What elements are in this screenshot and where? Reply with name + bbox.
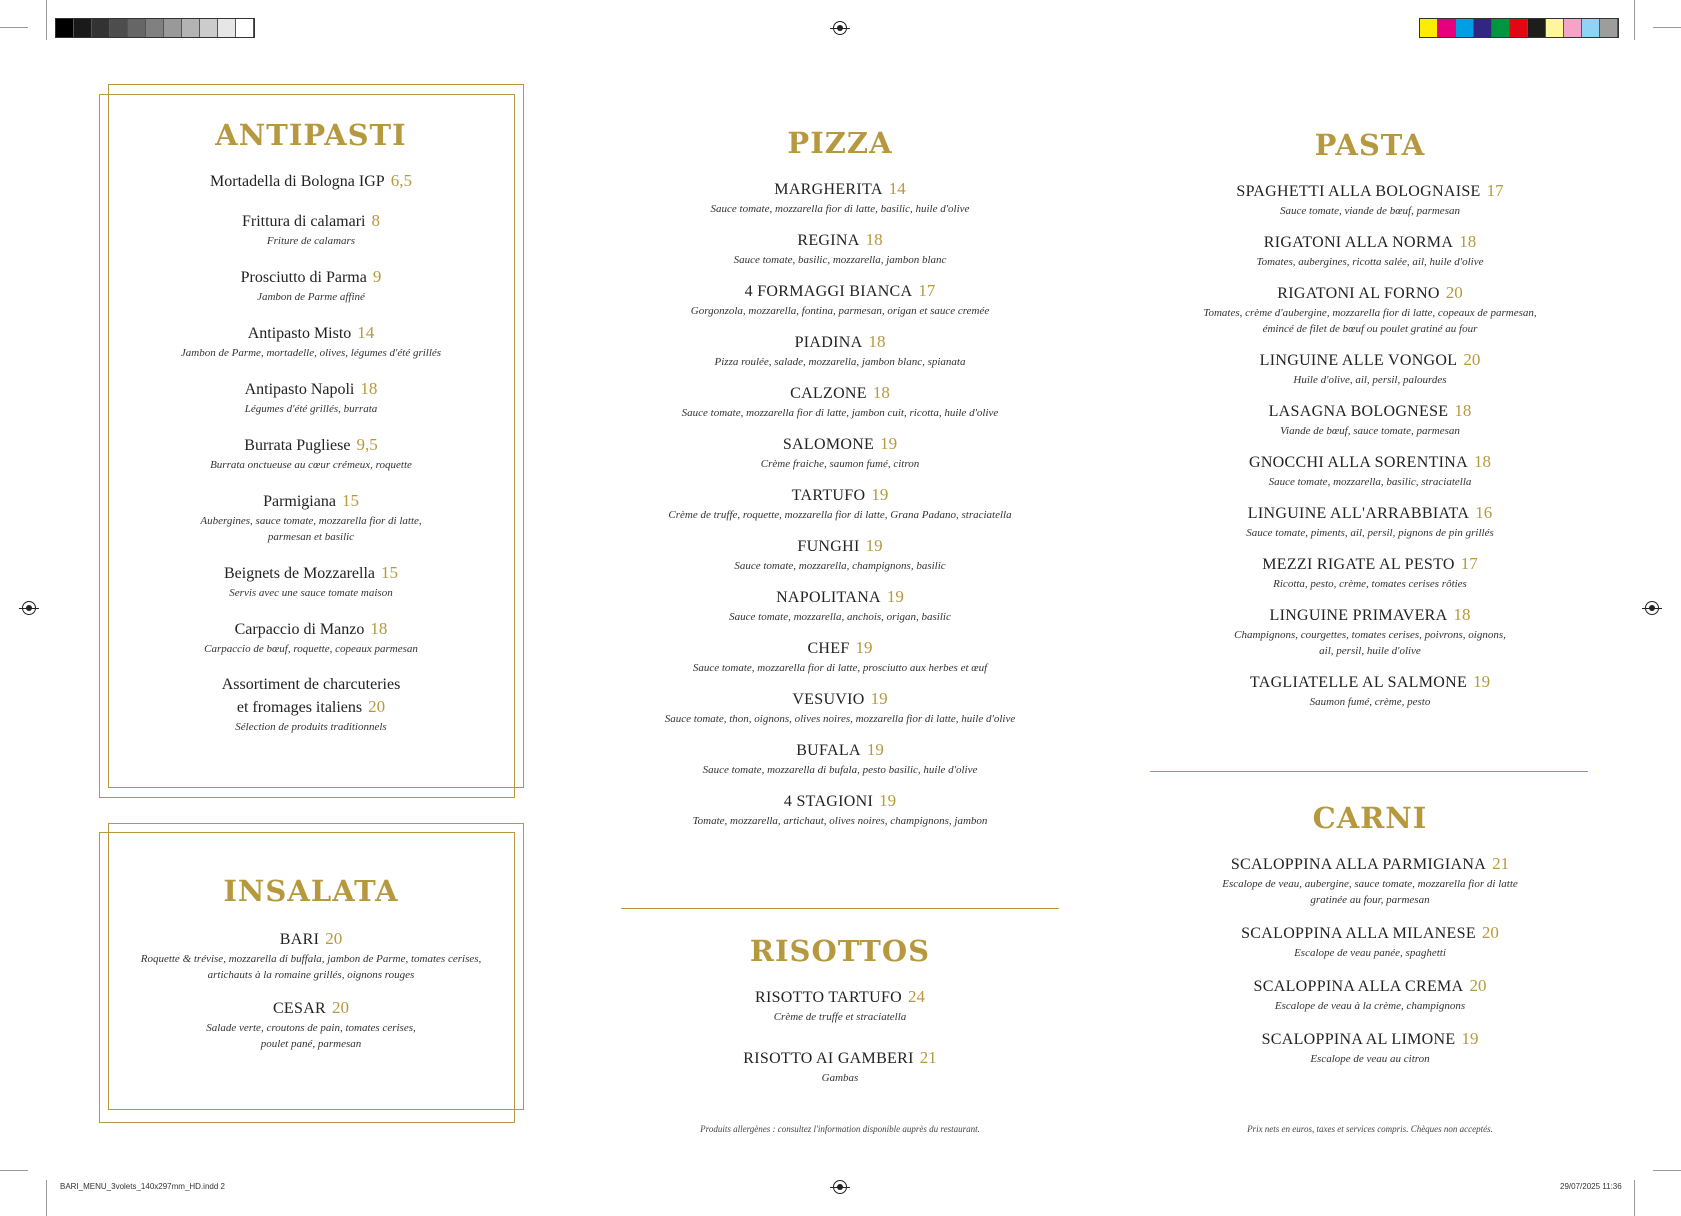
menu-item-description-line2: poulet pané, parmesan [260, 1038, 362, 1050]
menu-item-name: LASAGNA BOLOGNESE [1268, 403, 1449, 420]
menu-item [1150, 1028, 1590, 1067]
menu-item-heading [620, 739, 1060, 762]
pasta-title: PASTA [1314, 128, 1426, 162]
menu-item-price: 17 [918, 281, 936, 300]
menu-item-description: Jambon de Parme affiné [257, 291, 365, 303]
menu-item-heading [620, 535, 1060, 558]
pasta-list [1150, 180, 1590, 710]
menu-item-description: Gorgonzola, mozzarella, fontina, parmesan, origan et sauce cremée [690, 305, 990, 317]
menu-item [620, 178, 1060, 217]
risottos-section [620, 934, 1060, 1108]
menu-item-price: 19 [866, 740, 884, 759]
menu-item-price: 14 [888, 179, 906, 198]
color-swatch [1492, 19, 1510, 37]
menu-item-name: Prosciutto di Parma [240, 269, 367, 286]
menu-item-price: 18 [1453, 605, 1471, 624]
menu-item-heading [1150, 451, 1590, 474]
menu-item-heading [1150, 553, 1590, 576]
insalata-section [110, 874, 512, 1066]
menu-item-name: SCALOPPINA ALLA PARMIGIANA [1230, 856, 1487, 873]
menu-item-name: BARI [279, 931, 320, 948]
risottos-title: RISOTTOS [749, 934, 931, 968]
menu-item-heading [1150, 604, 1590, 627]
menu-item-name: REGINA [797, 232, 860, 249]
menu-item-description: Sélection de produits traditionnels [235, 721, 387, 733]
menu-item-name: TAGLIATELLE AL SALMONE [1249, 674, 1468, 691]
menu-item-price: 17 [1486, 181, 1504, 200]
menu-item [620, 382, 1060, 421]
color-swatch [164, 19, 182, 37]
menu-item-heading [110, 674, 512, 719]
menu-item-name: RISOTTO AI GAMBERI [743, 1050, 914, 1067]
menu-item-description: Tomates, aubergines, ricotta salée, ail, huile d'olive [1256, 256, 1484, 268]
price-note: Prix nets en euros, taxes et services compris. Chèques non acceptés. [1247, 1124, 1493, 1134]
menu-item-description: Ricotta, pesto, crème, tomates cerises rôties [1273, 578, 1467, 590]
menu-item [620, 484, 1060, 523]
menu-item-heading [620, 331, 1060, 354]
menu-item-price: 14 [357, 323, 375, 342]
menu-item [1150, 451, 1590, 490]
menu-item-price: 18 [370, 619, 388, 638]
menu-item-price: 15 [381, 563, 399, 582]
menu-item [620, 790, 1060, 829]
menu-item-description: Viande de bœuf, sauce tomate, parmesan [1280, 425, 1460, 437]
menu-item [620, 986, 1060, 1025]
crop-mark [46, 1180, 47, 1216]
crop-mark [1653, 1170, 1681, 1171]
menu-item-description: Jambon de Parme, mortadelle, olives, légumes d'été grillés [180, 347, 442, 359]
menu-item-name: SPAGHETTI ALLA BOLOGNAISE [1236, 183, 1481, 200]
menu-item-heading [110, 434, 512, 457]
menu-item-price: 8 [371, 211, 380, 230]
menu-item [620, 229, 1060, 268]
menu-item-heading [620, 637, 1060, 660]
crop-mark [0, 1170, 28, 1171]
menu-item-description: Champignons, courgettes, tomates cerises, poivrons, oignons, [1234, 629, 1506, 641]
menu-item-heading [1150, 975, 1590, 998]
menu-item-description: Huile d'olive, ail, persil, palourdes [1293, 374, 1447, 386]
menu-item-name: Parmigiana [263, 493, 336, 510]
menu-item [620, 637, 1060, 676]
color-swatch [74, 19, 92, 37]
menu-item-description: Crème de truffe et straciatella [773, 1011, 907, 1023]
menu-item [1150, 400, 1590, 439]
menu-item [110, 490, 512, 545]
menu-item-name: CALZONE [790, 385, 867, 402]
menu-item-price: 18 [360, 379, 378, 398]
menu-item-description: Sauce tomate, thon, oignons, olives noires, mozzarella fior di latte, huile d'olive [664, 713, 1016, 725]
menu-item-name: FUNGHI [797, 538, 860, 555]
menu-item [110, 322, 512, 361]
file-slug: BARI_MENU_3volets_140x297mm_HD.indd 2 [60, 1182, 225, 1191]
menu-item [1150, 671, 1590, 710]
menu-item [1150, 349, 1590, 388]
menu-item-name: MARGHERITA [774, 181, 883, 198]
menu-item [1150, 604, 1590, 659]
menu-item-price: 19 [879, 791, 897, 810]
menu-item-description: Crème de truffe, roquette, mozzarella fior di latte, Grana Padano, straciatella [668, 509, 1012, 521]
menu-item-description: Gambas [821, 1072, 859, 1084]
menu-item-heading [1150, 231, 1590, 254]
menu-item-price: 20 [1469, 976, 1487, 995]
color-swatch [1438, 19, 1456, 37]
menu-item-name: VESUVIO [792, 691, 865, 708]
menu-item [1150, 502, 1590, 541]
pizza-list [620, 178, 1060, 829]
menu-item-name: CESAR [272, 1000, 327, 1017]
menu-item-name: LINGUINE ALLE VONGOL [1259, 352, 1458, 369]
menu-item-heading [1150, 671, 1590, 694]
menu-item-heading [620, 790, 1060, 813]
menu-item-description: Roquette & trévise, mozzarella di buffala, jambon de Parme, tomates cerises, [140, 953, 482, 965]
menu-item-name: Frittura di calamari [241, 213, 366, 230]
menu-item-description: Sauce tomate, viande de bœuf, parmesan [1280, 205, 1460, 217]
menu-item [1150, 282, 1590, 337]
menu-item-heading [1150, 853, 1590, 876]
menu-item-price: 18 [1474, 452, 1492, 471]
menu-item-heading [110, 490, 512, 513]
color-swatch [1420, 19, 1438, 37]
menu-item-description-line2: ail, persil, huile d'olive [1319, 645, 1421, 657]
menu-item-name: 4 STAGIONI [783, 793, 874, 810]
menu-item-heading [110, 618, 512, 641]
menu-item-heading [110, 170, 512, 193]
registration-mark-top [833, 21, 847, 35]
menu-item-heading [1150, 1028, 1590, 1051]
menu-item-heading [110, 210, 512, 233]
menu-item [110, 618, 512, 657]
color-swatch [128, 19, 146, 37]
color-swatch [1510, 19, 1528, 37]
menu-item-price: 20 [368, 697, 386, 716]
menu-item-name: RIGATONI AL FORNO [1277, 285, 1440, 302]
color-swatch [236, 19, 254, 37]
menu-item-price: 19 [886, 587, 904, 606]
menu-item [110, 434, 512, 473]
menu-item-heading [1150, 282, 1590, 305]
color-swatch [200, 19, 218, 37]
menu-item-heading [110, 266, 512, 289]
menu-item-name: Antipasto Misto [247, 325, 352, 342]
menu-item-name-line2: et fromages italiens [236, 699, 363, 716]
menu-item [620, 535, 1060, 574]
menu-item-description: Sauce tomate, mozzarella, champignons, basilic [734, 560, 946, 572]
menu-item-price: 18 [865, 230, 883, 249]
menu-item-price: 20 [1463, 350, 1481, 369]
color-swatch [1546, 19, 1564, 37]
menu-item-description: Sauce tomate, piments, ail, persil, pignons de pin grillés [1246, 527, 1494, 539]
menu-item-description-line2: parmesan et basilic [267, 531, 355, 543]
menu-item-price: 20 [1481, 923, 1499, 942]
insalata-title: INSALATA [223, 874, 399, 908]
color-swatch [1564, 19, 1582, 37]
pasta-section [1150, 128, 1590, 722]
grayscale-strip [55, 18, 255, 38]
menu-item-heading [1150, 180, 1590, 203]
menu-item-description-line2: gratinée au four, parmesan [1310, 894, 1430, 906]
color-swatch [1600, 19, 1618, 37]
menu-item-price: 19 [1461, 1029, 1479, 1048]
menu-item-description: Aubergines, sauce tomate, mozzarella fior di latte, [200, 515, 422, 527]
menu-item-name: SALOMONE [782, 436, 875, 453]
menu-item-name: Burrata Pugliese [244, 437, 351, 454]
menu-item-heading [620, 586, 1060, 609]
menu-item-name: CHEF [807, 640, 850, 657]
menu-item-description: Escalope de veau au citron [1310, 1053, 1430, 1065]
menu-item-price: 9,5 [356, 435, 378, 454]
menu-item [110, 562, 512, 601]
menu-item-heading [620, 484, 1060, 507]
menu-item-description: Saumon fumé, crème, pesto [1309, 696, 1431, 708]
menu-item-heading [620, 178, 1060, 201]
menu-item-heading [620, 433, 1060, 456]
menu-item-price: 19 [1473, 672, 1491, 691]
carni-title: CARNI [1312, 801, 1428, 835]
pasta-carni-divider [1150, 771, 1588, 772]
color-swatch [146, 19, 164, 37]
menu-item-price: 18 [872, 383, 890, 402]
crop-mark [1634, 1180, 1635, 1216]
insalata-list [110, 928, 512, 1052]
menu-item-description: Pizza roulée, salade, mozzarella, jambon blanc, spianata [714, 356, 966, 368]
menu-item-price: 21 [919, 1048, 937, 1067]
menu-item-name: RIGATONI ALLA NORMA [1263, 234, 1454, 251]
menu-item-description: Crème fraiche, saumon fumé, citron [760, 458, 920, 470]
menu-item [1150, 553, 1590, 592]
menu-item-heading [620, 1047, 1060, 1070]
color-swatch [182, 19, 200, 37]
carni-section [1150, 801, 1590, 1081]
menu-item-name: MEZZI RIGATE AL PESTO [1262, 556, 1455, 573]
crop-mark [46, 0, 47, 40]
color-swatch-strip [1419, 18, 1619, 38]
menu-item [1150, 975, 1590, 1014]
antipasti-title: ANTIPASTI [215, 118, 407, 152]
menu-item-description: Sauce tomate, mozzarella, anchois, origan, basilic [729, 611, 951, 623]
menu-item-price: 18 [868, 332, 886, 351]
menu-item-price: 24 [908, 987, 925, 1006]
menu-item-price: 21 [1492, 854, 1510, 873]
menu-item-name: Antipasto Napoli [244, 381, 355, 398]
menu-item-heading [110, 562, 512, 585]
color-swatch [1474, 19, 1492, 37]
menu-item-heading [110, 378, 512, 401]
carni-list [1150, 853, 1590, 1067]
menu-item-name: TARTUFO [791, 487, 866, 504]
menu-item-price: 19 [871, 485, 889, 504]
menu-item-heading [110, 322, 512, 345]
color-swatch [110, 19, 128, 37]
menu-item-name: SCALOPPINA AL LIMONE [1261, 1031, 1456, 1048]
menu-item-heading [1150, 502, 1590, 525]
color-swatch [92, 19, 110, 37]
crop-mark [1653, 27, 1681, 28]
menu-item-description: Escalope de veau, aubergine, sauce tomate, mozzarella fior di latte [1222, 878, 1518, 890]
menu-item-name: LINGUINE ALL'ARRABBIATA [1247, 505, 1470, 522]
menu-item-name: SCALOPPINA ALLA MILANESE [1241, 925, 1476, 942]
crop-mark [0, 27, 28, 28]
registration-mark-bottom [833, 1180, 847, 1194]
menu-item-heading [1150, 349, 1590, 372]
menu-item-name: RISOTTO TARTUFO [754, 989, 902, 1006]
menu-item-price: 20 [1445, 283, 1463, 302]
date-slug: 29/07/2025 11:36 [1560, 1182, 1622, 1191]
antipasti-list [110, 170, 512, 735]
menu-item-description: Salade verte, croutons de pain, tomates cerises, [206, 1022, 416, 1034]
menu-item-heading [1150, 922, 1590, 945]
menu-item [620, 1047, 1060, 1086]
menu-item-description-line2: artichauts à la romaine grillés, oignons rouges [207, 969, 415, 981]
menu-item-name: BUFALA [796, 742, 861, 759]
menu-item [620, 688, 1060, 727]
menu-item-price: 6,5 [390, 171, 412, 190]
color-swatch [1582, 19, 1600, 37]
menu-item [620, 586, 1060, 625]
menu-item-heading [620, 280, 1060, 303]
menu-item [110, 170, 512, 193]
registration-mark-left [22, 601, 36, 615]
pizza-risottos-divider [621, 908, 1059, 909]
menu-item-heading [620, 688, 1060, 711]
pizza-section [620, 126, 1060, 841]
menu-item [620, 433, 1060, 472]
menu-item-description-line2: émincé de filet de bœuf ou poulet gratiné au four [1262, 323, 1478, 335]
menu-item-description: Burrata onctueuse au cœur crémeux, roquette [210, 459, 412, 471]
menu-item-description: Sauce tomate, mozzarella, basilic, straciatella [1268, 476, 1472, 488]
menu-item [1150, 231, 1590, 270]
menu-item-price: 20 [325, 929, 343, 948]
menu-item-description: Sauce tomate, mozzarella fior di latte, jambon cuit, ricotta, huile d'olive [681, 407, 999, 419]
menu-item [110, 378, 512, 417]
color-swatch [1456, 19, 1474, 37]
allergen-note: Produits allergènes : consultez l'information disponible auprès du restaurant. [700, 1124, 980, 1134]
menu-item [620, 739, 1060, 778]
menu-item-description: Carpaccio de bœuf, roquette, copeaux parmesan [204, 643, 418, 655]
menu-item-description: Escalope de veau panée, spaghetti [1294, 947, 1446, 959]
menu-item-price: 19 [865, 536, 883, 555]
menu-item-name: Mortadella di Bologna IGP [210, 173, 385, 190]
menu-item-price: 9 [372, 267, 382, 286]
menu-item-name: GNOCCHI ALLA SORENTINA [1248, 454, 1469, 471]
menu-item [1150, 853, 1590, 908]
menu-item-description: Escalope de veau à la crème, champignons [1274, 1000, 1466, 1012]
menu-item [1150, 180, 1590, 219]
menu-item-heading [620, 229, 1060, 252]
menu-item [620, 331, 1060, 370]
menu-item-heading [110, 997, 512, 1020]
pizza-title: PIZZA [787, 126, 893, 160]
menu-item [110, 266, 512, 305]
menu-item-name: LINGUINE PRIMAVERA [1269, 607, 1448, 624]
menu-item-price: 18 [1454, 401, 1472, 420]
menu-item [110, 928, 512, 983]
menu-item-description: Sauce tomate, mozzarella di bufala, pesto basilic, huile d'olive [702, 764, 978, 776]
menu-item-description: Sauce tomate, basilic, mozzarella, jambon blanc [733, 254, 947, 266]
menu-item-description: Tomate, mozzarella, artichaut, olives noires, champignons, jambon [692, 815, 988, 827]
menu-item-description: Servis avec une sauce tomate maison [229, 587, 393, 599]
menu-item-price: 17 [1460, 554, 1478, 573]
antipasti-section [110, 118, 512, 752]
menu-item-description: Sauce tomate, mozzarella fior di latte, basilic, huile d'olive [710, 203, 970, 215]
menu-item-name: SCALOPPINA ALLA CREMA [1253, 978, 1464, 995]
menu-item-heading [110, 928, 512, 951]
menu-item-price: 15 [341, 491, 359, 510]
menu-item-price: 19 [870, 689, 888, 708]
menu-item [110, 997, 512, 1052]
menu-item-description: Tomates, crème d'aubergine, mozzarella fior di latte, copeaux de parmesan, [1203, 307, 1537, 319]
menu-item [110, 210, 512, 249]
menu-item [620, 280, 1060, 319]
menu-item-name: Beignets de Mozzarella [223, 565, 376, 582]
menu-item-heading [620, 986, 1060, 1009]
menu-item-price: 19 [880, 434, 898, 453]
color-swatch [1528, 19, 1546, 37]
menu-item-name: NAPOLITANA [776, 589, 881, 606]
crop-mark [1634, 0, 1635, 40]
risottos-list [620, 986, 1060, 1086]
menu-item-name: 4 FORMAGGI BIANCA [744, 283, 913, 300]
menu-item-name: Carpaccio di Manzo [234, 621, 365, 638]
menu-item-price: 18 [1459, 232, 1477, 251]
menu-item-heading [1150, 400, 1590, 423]
menu-item-name: Assortiment de charcuteries [221, 676, 401, 693]
color-swatch [218, 19, 236, 37]
menu-item-price: 20 [332, 998, 350, 1017]
menu-item-description: Sauce tomate, mozzarella fior di latte, prosciutto aux herbes et œuf [692, 662, 988, 674]
menu-item [110, 674, 512, 735]
menu-item-description: Légumes d'été grillés, burrata [244, 403, 378, 415]
registration-mark-right [1645, 601, 1659, 615]
menu-item-price: 19 [855, 638, 873, 657]
menu-item-description: Friture de calamars [266, 235, 356, 247]
menu-item [1150, 922, 1590, 961]
menu-item-heading [620, 382, 1060, 405]
color-swatch [56, 19, 74, 37]
menu-item-price: 16 [1475, 503, 1493, 522]
menu-item-name: PIADINA [794, 334, 863, 351]
